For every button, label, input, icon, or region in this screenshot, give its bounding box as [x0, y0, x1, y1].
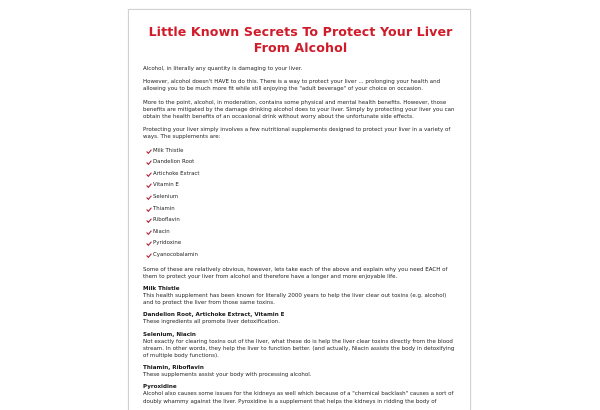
supplement-label: Niacin — [153, 228, 170, 235]
section-heading: Pyroxidine — [143, 384, 177, 391]
checkmark-icon — [146, 172, 152, 177]
list-item — [146, 159, 458, 171]
paragraph-4: Protecting your liver simply involves a few nutritional supplements designed to protect your liver in a variety of ways. The supplements are: — [143, 127, 451, 141]
checkmark-icon — [146, 149, 152, 154]
list-item — [146, 171, 458, 183]
supplement-label: Cyanocobalamin — [153, 251, 198, 258]
list-item — [146, 240, 458, 252]
intro-paragraph: Alcohol, in literally any quantity is damaging to your liver. — [143, 66, 303, 72]
list-item — [146, 148, 458, 160]
supplement-label: Milk Thistle — [153, 147, 184, 154]
article-content — [143, 10, 458, 406]
section-heading: Selenium, Niacin — [143, 331, 196, 338]
section-body: Not exactly for clearing toxins out of the liver, what these do is help the liver clear toxins directly from the blood stream. In other words, they help the liver to function better. (and actually, Niacin assists the body in detoxifying of multiple body functions). — [143, 338, 455, 359]
section-body: Alcohol also causes some issues for the kidneys as well which because of a "chemical backlash" causes a sort of doubly whammy against the liver. Pyroxidine is a supplement that helps the kidneys in ridding the body of — [143, 391, 454, 405]
supplement-label: Selenium — [153, 194, 179, 200]
checkmark-icon — [146, 230, 152, 235]
supplement-label: Artichoke Extract — [153, 170, 200, 177]
checkmark-icon — [146, 207, 152, 212]
paragraph-3: More to the point, alcohol, in moderation, contains some physical and mental health benefits. However, those benefits are mitigated by the damage drinking alcohol does to your liver. Simply by protecting your liver you can obtain the health benefits of an occasional drink without worry about the unfortunate side effects. — [143, 99, 455, 121]
section-heading: Thiamin, Riboflavin — [143, 365, 204, 372]
list-item — [146, 194, 458, 206]
supplement-label: Vitamin E — [153, 182, 179, 189]
section-heading: Milk Thistle — [143, 285, 180, 292]
section-body: These supplements assist your body with processing alcohol. — [143, 372, 312, 379]
section-body: This health supplement has been known for literally 2000 years to help the liver clear out toxins (e.g. alcohol) and to protect the liver from those same toxins. — [143, 292, 447, 307]
supplement-list — [143, 148, 458, 264]
checkmark-icon — [146, 160, 152, 165]
page-title: Little Known Secrets To Protect Your Liver From Alcohol — [148, 24, 453, 55]
list-item — [146, 217, 458, 229]
checkmark-icon — [146, 241, 152, 246]
article-page — [128, 9, 471, 410]
list-item — [146, 206, 458, 218]
checkmark-icon — [146, 183, 152, 188]
paragraph-2: However, alcohol doesn't HAVE to do this. There is a way to protect your liver ... prolonging your health and allowing you to be much more fit while still enjoying the "adult beverage" of your choice on occasion. — [143, 79, 441, 93]
supplement-label: Pyridoxine — [153, 240, 182, 247]
paragraph-5: Some of these are relatively obvious, however, lets take each of the above and explain why you need EACH of them to protect your liver from alcohol and therefore have a longer and more enjoyable life. — [143, 266, 448, 280]
section-body: These ingredients all promote liver detoxification. — [143, 319, 280, 326]
checkmark-icon — [146, 195, 152, 200]
checkmark-icon — [146, 253, 152, 258]
supplement-label: Dandelion Root — [153, 159, 195, 166]
list-item — [146, 182, 458, 194]
list-item — [146, 252, 458, 264]
section-heading: Dandelion Root, Artichoke Extract, Vitamin E — [143, 312, 285, 319]
supplement-label: Thiamin — [153, 205, 175, 212]
checkmark-icon — [146, 218, 152, 223]
supplement-label: Riboflavin — [153, 217, 180, 224]
list-item — [146, 229, 458, 241]
